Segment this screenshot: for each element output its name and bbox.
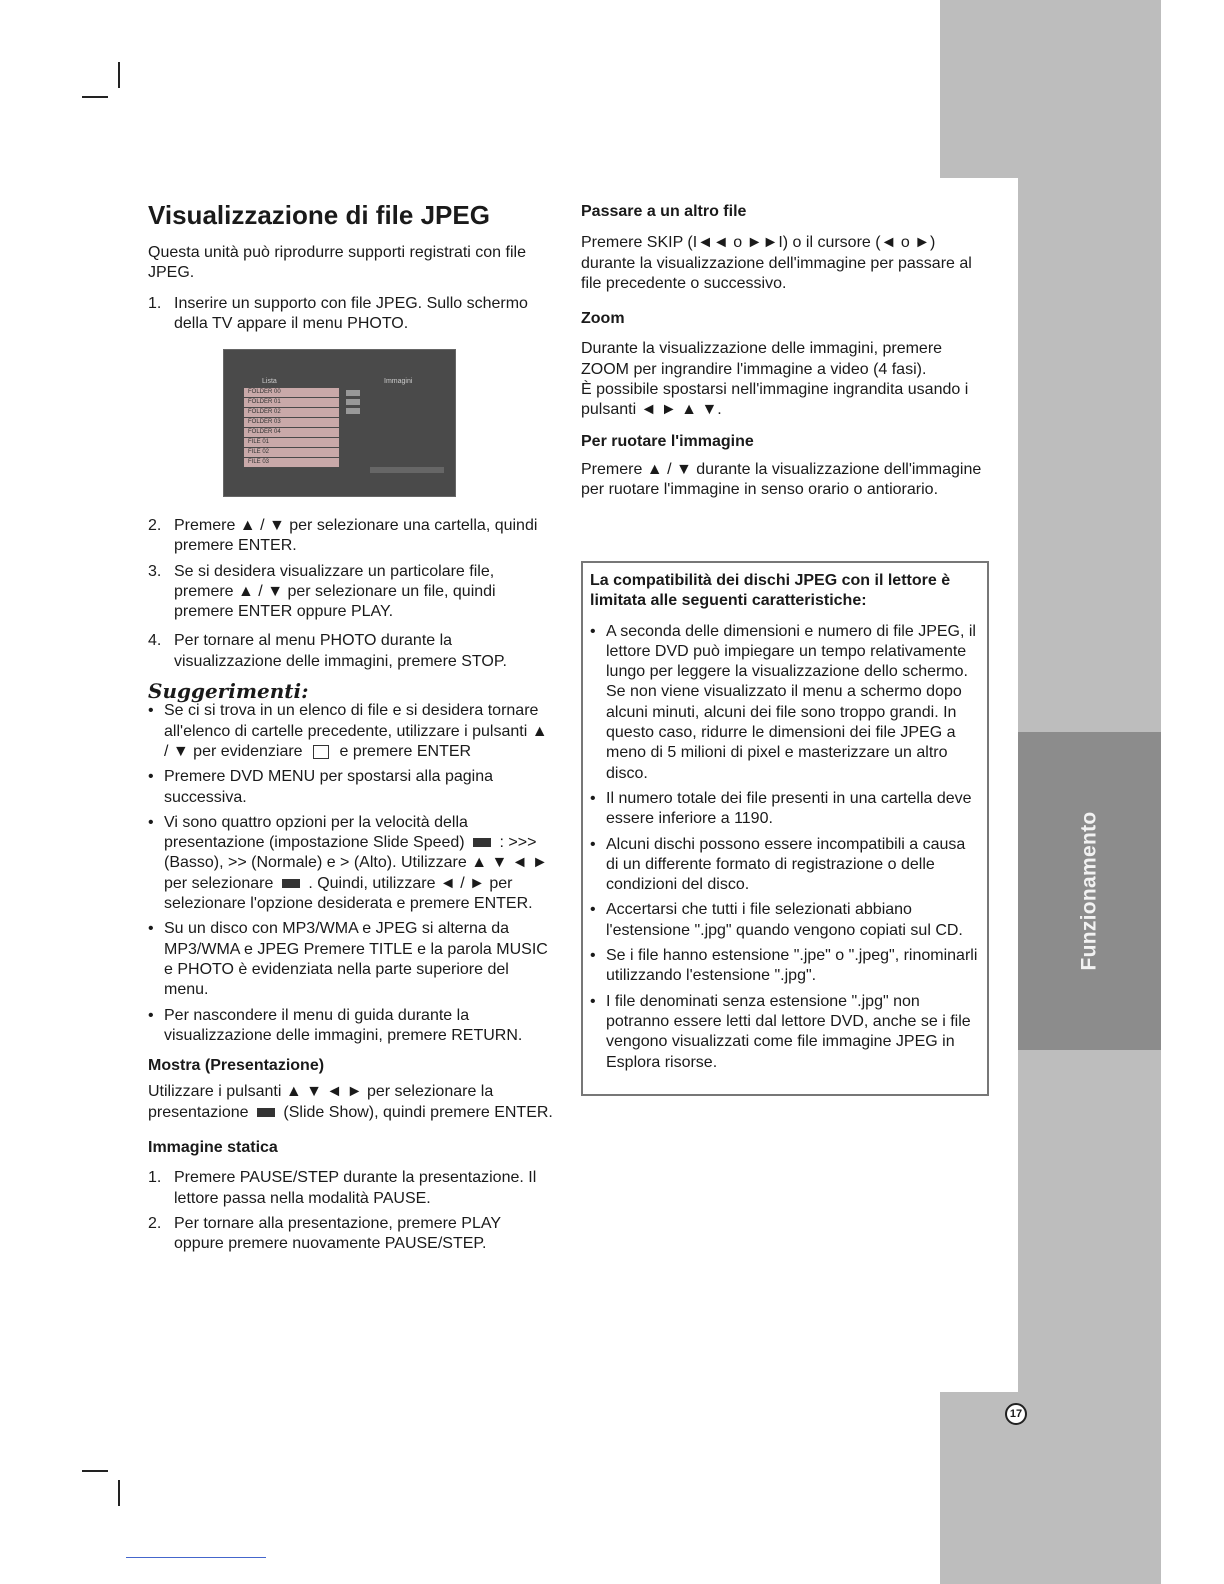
list-item-text: I file denominati senza estensione ".jpg" non potranno essere letti dal lettore DVD, anche se i file vengono visualizzati come file immagine JPEG in Esplora risorse. <box>606 992 971 1071</box>
compatibility-box <box>581 561 989 1096</box>
list-item: FILE 01 <box>244 438 339 447</box>
step-number: 2. <box>148 517 162 534</box>
list-item: FILE 02 <box>244 448 339 457</box>
still-step-2 <box>148 1214 553 1255</box>
step-number: 4. <box>148 632 162 650</box>
tip-text <box>164 813 553 914</box>
compatibility-content <box>590 571 980 1073</box>
tip-text <box>164 701 553 762</box>
skip-text: Premere SKIP (I◄◄ o ►►I) o il cursore (◄ o ►) durante la visualizzazione dell'immagine per passare al file precedente o successivo. <box>581 234 972 292</box>
tip-text: Su un disco con MP3/WMA e JPEG si alterna da MP3/WMA e JPEG Premere TITLE e la parola MUSIC e PHOTO è evidenziata nella parte superiore del menu. <box>164 920 548 999</box>
list-item-text: Il numero totale dei file presenti in una cartella deve essere inferiore a 1190. <box>606 789 972 828</box>
bullet: • <box>590 789 596 807</box>
list-item: FOLDER 00 <box>244 388 339 397</box>
tip-text-part: Vi sono quattro opzioni per la velocità della presentazione (impostazione Slide Speed) <box>164 813 468 852</box>
tip-item <box>148 919 553 1000</box>
tip-item <box>148 701 553 762</box>
list-item: FILE 03 <box>244 458 339 467</box>
tip-text-part: Se ci si trova in un elenco di file e si desidera tornare all'elenco di cartelle precedente, utilizzare i pulsanti ▲ / ▼ per evidenziare <box>164 702 548 760</box>
bullet: • <box>590 901 596 919</box>
tip-text-part: . Quindi, utilizzare ◄ / ► per selezionare l'opzione desiderata e premere ENTER. <box>164 874 533 913</box>
step-text: Per tornare alla presentazione, premere PLAY oppure premere nuovamente PAUSE/STEP. <box>174 1214 501 1253</box>
list-item: FOLDER 03 <box>244 418 339 427</box>
screenshot-button <box>346 399 360 405</box>
list-item <box>590 622 980 784</box>
slideshow-text-part: (Slide Show), quindi premere ENTER. <box>283 1103 553 1121</box>
bullet: • <box>590 947 596 965</box>
tip-text-part: : >>> (Basso), >> (Normale) e > (Alto). Utilizzare ▲ ▼ ◄ ► per selezionare <box>164 834 548 892</box>
list-item <box>590 900 980 941</box>
list-item: FOLDER 04 <box>244 428 339 437</box>
list-item <box>590 835 980 896</box>
list-item <box>590 946 980 987</box>
tip-item <box>148 1006 553 1047</box>
tip-text: Premere DVD MENU per spostarsi alla pagina successiva. <box>164 768 494 806</box>
slide-speed-icon <box>473 838 491 847</box>
bullet: • <box>148 768 154 786</box>
step-number: 3. <box>148 562 162 580</box>
page-title: Visualizzazione di file JPEG <box>148 200 490 230</box>
list-item <box>590 789 980 830</box>
left-column-top <box>148 243 553 334</box>
rotate-text: Premere ▲ / ▼ durante la visualizzazione dell'immagine per ruotare l'immagine in senso orario o antiorario. <box>581 460 982 499</box>
slideshow-icon <box>257 1108 275 1117</box>
step-number: 1. <box>148 1169 162 1187</box>
list-item-text: Accertarsi che tutti i file selezionati abbiano l'estensione ".jpg" quando vengono copiati sul CD. <box>606 901 963 939</box>
photo-menu-screenshot <box>223 349 456 497</box>
tip-text: Per nascondere il menu di guida durante la visualizzazione delle immagini, premere RETURN. <box>164 1006 523 1044</box>
side-band-top <box>940 0 1161 178</box>
bullet: • <box>590 992 596 1010</box>
skip-heading: Passare a un altro file <box>581 203 747 220</box>
zoom-text-1: Durante la visualizzazione delle immagini, premere ZOOM per ingrandire l'immagine a video (4 fasi). <box>581 340 943 378</box>
folder-up-icon <box>313 745 329 759</box>
side-band-bottom <box>940 1392 1161 1584</box>
list-item <box>590 992 980 1073</box>
screenshot-bar <box>370 467 444 473</box>
zoom-heading: Zoom <box>581 310 625 328</box>
list-item: FOLDER 02 <box>244 408 339 417</box>
list-item: FOLDER 01 <box>244 398 339 407</box>
crop-mark <box>118 62 120 88</box>
slideshow-text <box>148 1082 553 1123</box>
section-tab-label: Funzionamento <box>1077 811 1101 971</box>
tips-heading: Suggerimenti: <box>148 679 309 704</box>
bullet: • <box>148 813 154 831</box>
screenshot-tab-label: Lista <box>262 378 277 385</box>
intro-text: Questa unità può riprodurre supporti registrati con file JPEG. <box>148 244 526 282</box>
crop-mark <box>118 1480 120 1506</box>
tip-item <box>148 813 553 914</box>
crop-mark <box>82 1470 108 1472</box>
slide-speed-icon <box>282 879 300 888</box>
step-text: Per tornare al menu PHOTO durante la visualizzazione delle immagini, premere STOP. <box>174 632 507 670</box>
list-item-text: A seconda delle dimensioni e numero di file JPEG, il lettore DVD può impiegare un tempo relativamente lungo per leggere la visualizzazione dello schermo. Se non viene visualizzato il menu a schermo dopo alcuni minuti, alcuni dei file sono troppo grandi. In questo caso, ridurre le dimensioni dei file JPEG a meno di 5 milioni di pixel e masterizzare un altro disco. <box>606 622 976 782</box>
still-step-1 <box>148 1168 553 1209</box>
step-1 <box>148 294 553 335</box>
step-2 <box>148 516 553 557</box>
tip-item <box>148 767 553 808</box>
step-text: Inserire un supporto con file JPEG. Sullo schermo della TV appare il menu PHOTO. <box>174 294 528 332</box>
list-item-text: Alcuni dischi possono essere incompatibili a causa di un differente formato di registrazione o delle condizioni del disco. <box>606 835 966 894</box>
step-4 <box>148 631 553 672</box>
step-text: Premere PAUSE/STEP durante la presentazione. Il lettore passa nella modalità PAUSE. <box>174 1169 537 1207</box>
zoom-text-2: È possibile spostarsi nell'immagine ingrandita usando i pulsanti ◄ ► ▲ ▼. <box>581 381 969 419</box>
rotate-heading: Per ruotare l'immagine <box>581 432 754 450</box>
slideshow-text-part: Utilizzare i pulsanti ▲ ▼ ◄ ► per selezionare la presentazione <box>148 1083 494 1121</box>
left-column-bottom <box>148 516 553 1255</box>
still-heading: Immagine statica <box>148 1139 278 1157</box>
screenshot-button <box>346 408 360 414</box>
bullet: • <box>590 622 596 640</box>
screenshot-right-label: Immagini <box>384 378 413 385</box>
bullet: • <box>148 1006 154 1024</box>
compatibility-heading: La compatibilità dei dischi JPEG con il lettore è limitata alle seguenti caratteristiche: <box>590 572 951 610</box>
step-number: 2. <box>148 1214 162 1232</box>
bullet: • <box>590 835 596 853</box>
bullet: • <box>148 920 154 938</box>
crop-mark <box>82 96 108 98</box>
right-column <box>581 202 986 501</box>
screenshot-button <box>346 390 360 396</box>
slideshow-heading: Mostra (Presentazione) <box>148 1057 325 1075</box>
list-item-text: Se i file hanno estensione ".jpe" o ".jpeg", rinominarli utilizzando l'estensione ".jpg". <box>606 947 978 985</box>
section-tab-label-wrap <box>1018 732 1161 1050</box>
step-number: 1. <box>148 294 162 312</box>
step-text: Premere ▲ / ▼ per selezionare una cartella, quindi premere ENTER. <box>174 517 538 555</box>
step-text: Se si desidera visualizzare un particolare file, premere ▲ / ▼ per selezionare un file, quindi premere ENTER oppure PLAY. <box>174 562 496 621</box>
screenshot-file-list <box>244 388 339 468</box>
step-3 <box>148 562 553 623</box>
page-number: 17 <box>1005 1403 1027 1425</box>
tip-text-part: e premere ENTER <box>339 742 472 760</box>
bullet: • <box>148 702 154 720</box>
crop-line <box>126 1557 266 1558</box>
